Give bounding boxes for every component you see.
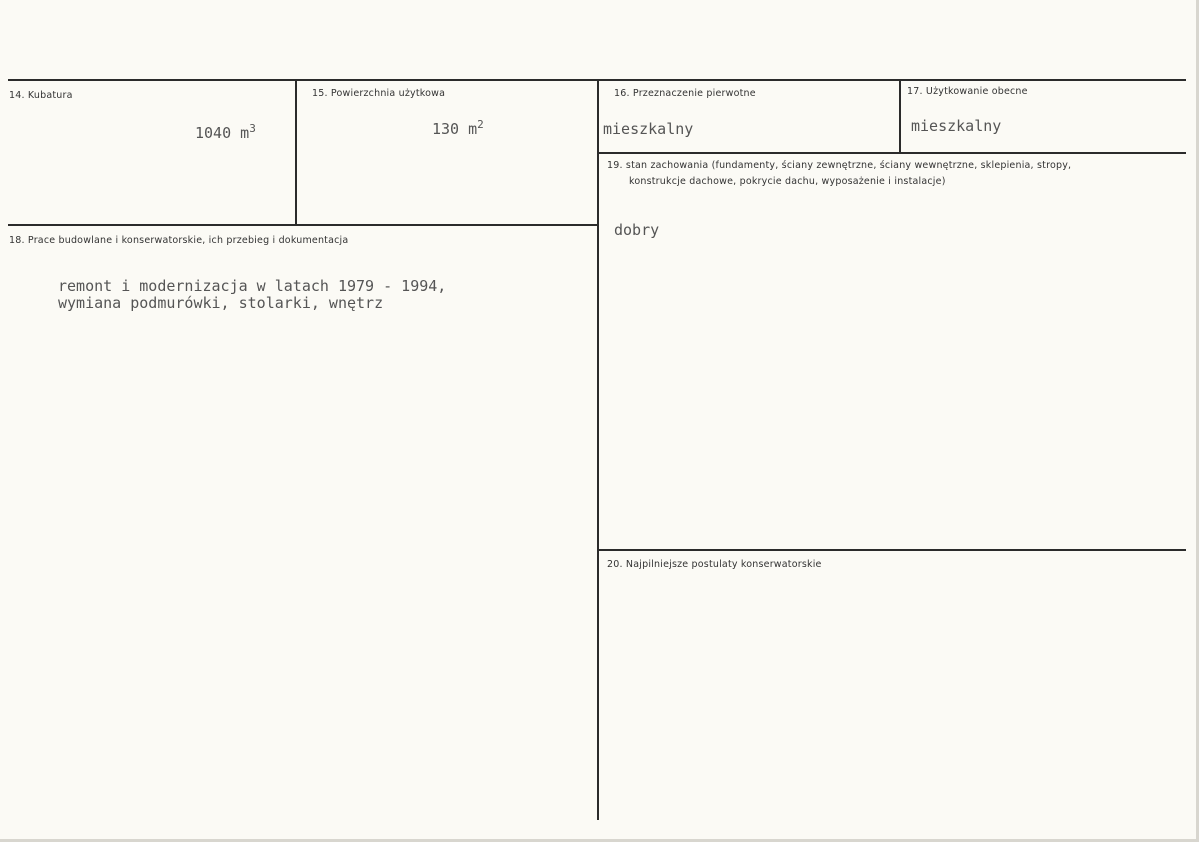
prace-line1: remont i modernizacja w latach 1979 - 1994, xyxy=(58,277,447,295)
rule-above-20 xyxy=(598,549,1186,551)
stan-label-line2: konstrukcje dachowe, pokrycie dachu, wyposażenie i instalacje) xyxy=(629,176,946,187)
main-column-divider xyxy=(597,80,599,820)
powierzchnia-number: 130 m xyxy=(432,120,478,138)
divider-16-17 xyxy=(899,80,901,153)
powierzchnia-unit-exponent: 2 xyxy=(477,118,484,131)
stan-label-line1: 19. stan zachowania (fundamenty, ściany zewnętrzne, ściany wewnętrzne, sklepienia, stropy, xyxy=(607,160,1072,171)
rule-under-16-17 xyxy=(598,152,1186,154)
postulaty-label: 20. Najpilniejsze postulaty konserwatorskie xyxy=(607,559,822,570)
uzytkowanie-label: 17. Użytkowanie obecne xyxy=(907,86,1028,97)
przeznaczenie-label: 16. Przeznaczenie pierwotne xyxy=(614,88,756,99)
kubatura-label: 14. Kubatura xyxy=(9,90,73,101)
powierzchnia-value xyxy=(432,118,484,138)
divider-14-15 xyxy=(295,80,297,225)
przeznaczenie-value: mieszkalny xyxy=(603,120,694,138)
kubatura-value xyxy=(195,122,256,142)
prace-label: 18. Prace budowlane i konserwatorskie, ich przebieg i dokumentacja xyxy=(9,235,349,246)
stan-value: dobry xyxy=(614,221,660,239)
uzytkowanie-value: mieszkalny xyxy=(911,117,1002,135)
kubatura-number: 1040 m xyxy=(195,124,250,142)
kubatura-unit-exponent: 3 xyxy=(249,122,256,135)
prace-line2: wymiana podmurówki, stolarki, wnętrz xyxy=(58,294,384,312)
powierzchnia-label: 15. Powierzchnia użytkowa xyxy=(312,88,446,99)
rule-under-14-15 xyxy=(8,224,597,226)
